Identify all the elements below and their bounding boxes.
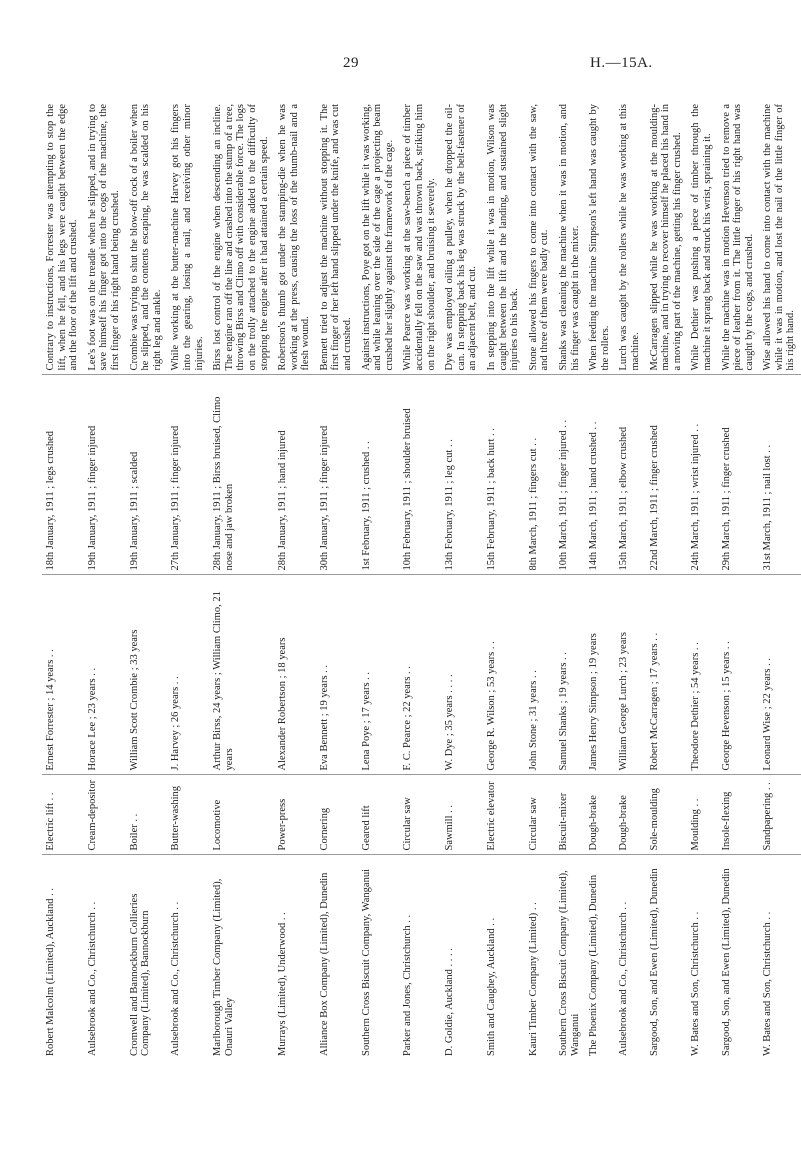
table-row bbox=[687, 100, 717, 1060]
date-injury-cell: 22nd March, 1911 ; finger crushed bbox=[646, 375, 688, 575]
firm-cell: Marlborough Timber Company (Limited), Onauri Valley bbox=[209, 855, 274, 1060]
cause-cell: In stepping into the lift while it was in motion, Wilson was caught between the lift and the landing, and sustained slight injuries to his back. bbox=[486, 104, 521, 371]
date-injury-cell: 19th January, 1911 ; finger injured bbox=[84, 375, 126, 575]
machine-cell: Sawmill . . bbox=[441, 775, 483, 855]
machine-cell: Circular saw bbox=[525, 775, 555, 855]
person-cell: George Hevenson ; 15 years . . bbox=[718, 575, 760, 775]
cause-cell: Lurch was caught by the rollers while he was working at this machine. bbox=[618, 104, 641, 371]
date-injury-cell: 18th January, 1911 ; legs crushed bbox=[42, 375, 84, 575]
date-injury-cell: 15th March, 1911 ; elbow crushed bbox=[615, 375, 645, 575]
table-row bbox=[615, 100, 645, 1060]
machine-cell: Locomotive bbox=[209, 775, 274, 855]
table-row bbox=[209, 100, 274, 1060]
machine-cell: Dough-brake bbox=[585, 775, 615, 855]
cause-cell: While Pearce was working at the saw-bench a piece of timber accidentally fell on the saw and was thrown back, striking him on the right shoulder, and bruising it severely. bbox=[402, 104, 437, 371]
machine-cell: Sole-moulding bbox=[646, 775, 688, 855]
machine-cell: Biscuit-mixer bbox=[555, 775, 585, 855]
accidents-table bbox=[42, 100, 801, 1060]
person-cell: Lena Poye ; 17 years . . bbox=[358, 575, 400, 775]
table-row bbox=[525, 100, 555, 1060]
firm-cell: Kauri Timber Company (Limited) . . bbox=[525, 855, 555, 1060]
person-cell: Horace Lee ; 23 years . . bbox=[84, 575, 126, 775]
firm-cell: The Phoenix Company (Limited), Dunedin bbox=[585, 855, 615, 1060]
accidents-table-body bbox=[42, 100, 801, 1060]
person-cell: Arthur Birss, 24 years ; William Climo, 21 years bbox=[209, 575, 274, 775]
firm-cell: Sargood, Son, and Ewen (Limited), Dunedin bbox=[646, 855, 688, 1060]
date-injury-cell: 10th February, 1911 ; shoulder bruised bbox=[399, 375, 441, 575]
cause-cell: Stone allowed his fingers to come into contact with the saw, and three of them were badly cut. bbox=[527, 104, 551, 371]
person-cell: W. Dye ; 35 years . . . . bbox=[441, 575, 483, 775]
table-row bbox=[358, 100, 400, 1060]
person-cell: Theodore Dethier ; 54 years . . bbox=[687, 575, 717, 775]
date-injury-cell: 8th March, 1911 ; fingers cut . . bbox=[525, 375, 555, 575]
date-injury-cell: 19th January, 1911 ; scalded bbox=[126, 375, 168, 575]
cause-cell: Dye was employed oiling a pulley, when he dropped the oil-can. In stepping back his leg was struck by the belt-fastener of an adjacent belt, and cut. bbox=[444, 104, 479, 371]
cause-cell: Lee's foot was on the treadle when he slipped, and in trying to save himself his finger got into the cogs of the machine, the first finger of his right hand being crushed. bbox=[86, 104, 121, 371]
cause-cell: Shanks was cleaning the machine when it was in motion, and his finger was caught in the mixer. bbox=[557, 104, 581, 371]
machine-cell: Boiler . . bbox=[126, 775, 168, 855]
person-cell: James Henry Simpson ; 19 years bbox=[585, 575, 615, 775]
machine-cell: Cream-depositor bbox=[84, 775, 126, 855]
machine-cell: Cornering bbox=[316, 775, 358, 855]
date-injury-cell: 13th February, 1911 ; leg cut . . bbox=[441, 375, 483, 575]
person-cell: Samuel Shanks ; 19 years . . bbox=[555, 575, 585, 775]
cause-cell: Birss lost control of the engine when descending an incline. The engine ran off the line and crashed into the stump of a tree, throwing Birss and Climo off with considerable force. The logs on the trolly attached to the engine added to the difficulty of stopping the engine after it had attained a certain speed. bbox=[212, 104, 270, 371]
date-injury-cell: 10th March, 1911 ; finger injured . . bbox=[555, 375, 585, 575]
person-cell: William Scott Crombie ; 33 years bbox=[126, 575, 168, 775]
person-cell: William George Lurch ; 23 years bbox=[615, 575, 645, 775]
machine-cell: Moulding . . bbox=[687, 775, 717, 855]
table-row bbox=[316, 100, 358, 1060]
cause-cell: While Dethier was pushing a piece of timber through the machine it sprang back and struck his wrist, spraining it. bbox=[690, 104, 713, 371]
date-injury-cell: 31st March, 1911 ; nail lost . . bbox=[759, 375, 801, 575]
firm-cell: Cromwell and Bannockburn Collieries Company (Limited), Bannockburn bbox=[126, 855, 168, 1060]
person-cell: Leonard Wise ; 22 years . . bbox=[759, 575, 801, 775]
table-row bbox=[759, 100, 801, 1060]
machine-cell: Electric lift . . bbox=[42, 775, 84, 855]
table-row bbox=[274, 100, 316, 1060]
table-row bbox=[42, 100, 84, 1060]
person-cell: Eva Bennett ; 19 years . . bbox=[316, 575, 358, 775]
person-cell: George R. Wilson ; 53 years . . bbox=[483, 575, 525, 775]
cause-cell: While the machine was in motion Hevenson tried to remove a piece of leather from it. The little finger of his right hand was caught by the cogs, and crushed. bbox=[720, 104, 755, 371]
cause-cell: Contrary to instructions, Forrester was attempting to stop the lift, when he fell, and his legs were caught between the edge and the floor of the lift and crushed. bbox=[45, 104, 80, 371]
date-injury-cell: 29th March, 1911 ; finger crushed bbox=[718, 375, 760, 575]
cause-cell: Wise allowed his hand to come into contact with the machine while it was in motion, and lost the nail of the little finger of his right hand. bbox=[762, 104, 797, 371]
table-row bbox=[126, 100, 168, 1060]
cause-cell: McCarragen slipped while he was working at the moulding-machine, and in trying to recover himself he placed his hand in a moving part of the machine, getting his finger crushed. bbox=[648, 104, 683, 371]
firm-cell: Parker and Jones, Christchurch . . bbox=[399, 855, 441, 1060]
date-injury-cell: 28th January, 1911 ; Birss bruised, Climo nose and jaw broken bbox=[209, 375, 274, 575]
accidents-table-rotated bbox=[42, 100, 797, 1060]
firm-cell: Alliance Box Company (Limited), Dunedin bbox=[316, 855, 358, 1060]
date-injury-cell: 14th March, 1911 ; hand crushed . . bbox=[585, 375, 615, 575]
table-row bbox=[167, 100, 209, 1060]
cause-cell: When feeding the machine Simpson's left hand was caught by the rollers. bbox=[588, 104, 611, 371]
firm-cell: Smith and Caughey, Auckland . . bbox=[483, 855, 525, 1060]
date-injury-cell: 28th January, 1911 ; hand injured bbox=[274, 375, 316, 575]
firm-cell: Aulsebrook and Co., Christchurch . . bbox=[615, 855, 645, 1060]
firm-cell: D. Goldie, Auckland . . . . bbox=[441, 855, 483, 1060]
table-row bbox=[585, 100, 615, 1060]
firm-cell: Southern Cross Biscuit Company, Wanganui bbox=[358, 855, 400, 1060]
date-injury-cell: 15th February, 1911 ; back hurt . . bbox=[483, 375, 525, 575]
machine-cell: Sandpapering . . bbox=[759, 775, 801, 855]
firm-cell: W. Bates and Son, Christchurch . . bbox=[759, 855, 801, 1060]
firm-cell: Aulsebrook and Co., Christchurch . . bbox=[167, 855, 209, 1060]
firm-cell: Aulsebrook and Co., Christchurch . . bbox=[84, 855, 126, 1060]
machine-cell: Geared lift bbox=[358, 775, 400, 855]
cause-cell: Robertson's thumb got under the stamping-die when he was working at the press, causing the loss of the thumb-nail and a flesh wound. bbox=[277, 104, 312, 371]
table-row bbox=[555, 100, 585, 1060]
cause-cell: Bennett tried to adjust the machine without stopping it. The first finger of her left hand slipped under the knife, and was cut and crushed. bbox=[318, 104, 354, 371]
machine-cell: Insole-flexing bbox=[718, 775, 760, 855]
table-row bbox=[441, 100, 483, 1060]
machine-cell: Butter-washing bbox=[167, 775, 209, 855]
cause-cell: Against instructions, Poye got on the lift while it was working, and while leaning over the side of the cage a projecting beam crushed her slightly against the framework of the cage. bbox=[360, 104, 395, 371]
person-cell: John Stone ; 31 years . . bbox=[525, 575, 555, 775]
page-number: 29 bbox=[343, 55, 359, 71]
person-cell: J. Harvey ; 26 years . . bbox=[167, 575, 209, 775]
machine-cell: Dough-brake bbox=[615, 775, 645, 855]
person-cell: Ernest Forrester ; 14 years . . bbox=[42, 575, 84, 775]
table-row bbox=[646, 100, 688, 1060]
person-cell: Robert McCarragen ; 17 years . . bbox=[646, 575, 688, 775]
cause-cell: Crombie was trying to shut the blow-off cock of a boiler when he slipped, and the contents escaping, he was scalded on his right leg and ankle. bbox=[128, 104, 163, 371]
page-code: H.—15A. bbox=[590, 55, 653, 71]
date-injury-cell: 27th January, 1911 ; finger injured bbox=[167, 375, 209, 575]
machine-cell: Power-press bbox=[274, 775, 316, 855]
firm-cell: Robert Malcolm (Limited), Auckland . . bbox=[42, 855, 84, 1060]
firm-cell: Murrays (Limited), Underwood . . bbox=[274, 855, 316, 1060]
date-injury-cell: 1st February, 1911 ; crushed . . bbox=[358, 375, 400, 575]
date-injury-cell: 24th March, 1911 ; wrist injured . . bbox=[687, 375, 717, 575]
firm-cell: Sargood, Son, and Ewen (Limited), Dunedin bbox=[718, 855, 760, 1060]
person-cell: Alexander Robertson ; 18 years bbox=[274, 575, 316, 775]
person-cell: F. C. Pearce ; 22 years . . bbox=[399, 575, 441, 775]
table-row bbox=[718, 100, 760, 1060]
table-row bbox=[399, 100, 441, 1060]
firm-cell: Southern Cross Biscuit Company (Limited), Wanganui bbox=[555, 855, 585, 1060]
cause-cell: While working at the butter-machine Harvey got his fingers into the gearing, losing a nail, and receiving other minor injuries. bbox=[170, 104, 205, 371]
table-row bbox=[483, 100, 525, 1060]
machine-cell: Electric elevator bbox=[483, 775, 525, 855]
date-injury-cell: 30th January, 1911 ; finger injured bbox=[316, 375, 358, 575]
firm-cell: W. Bates and Son, Christchurch . . bbox=[687, 855, 717, 1060]
table-row bbox=[84, 100, 126, 1060]
machine-cell: Circular saw bbox=[399, 775, 441, 855]
